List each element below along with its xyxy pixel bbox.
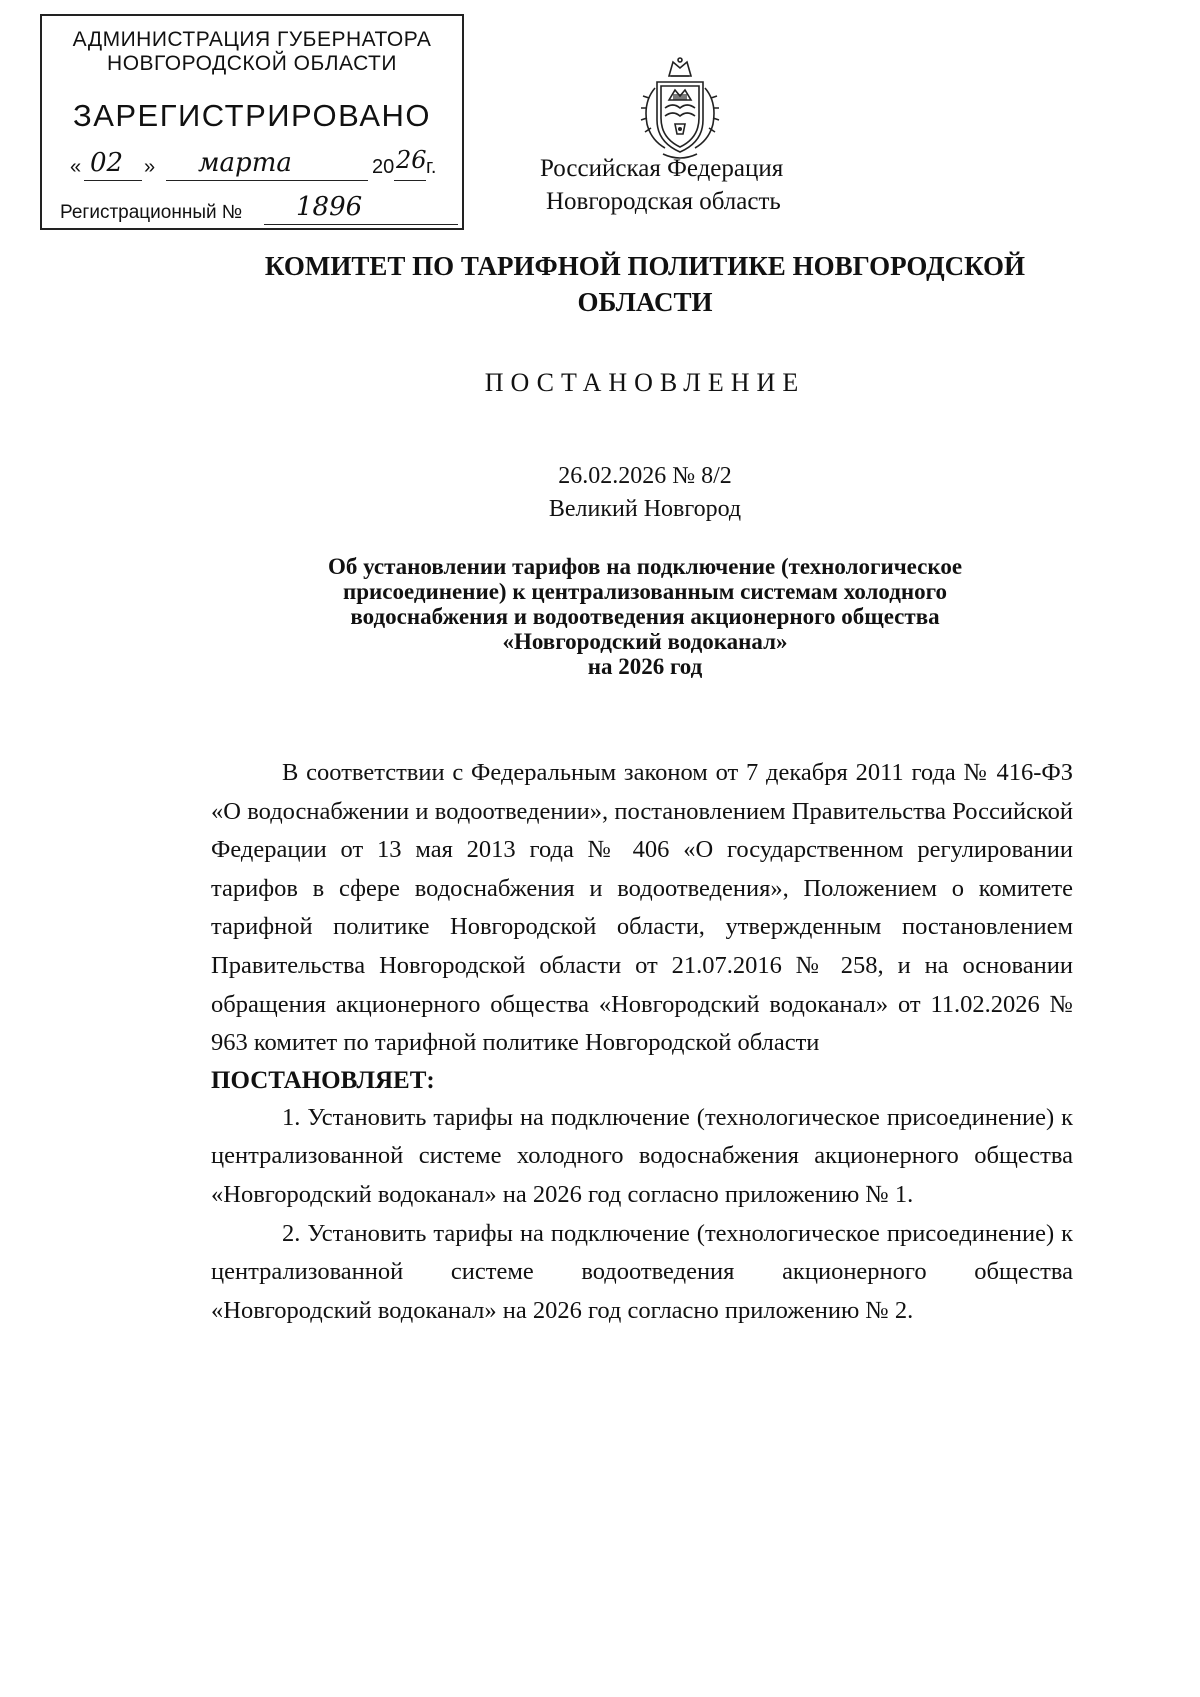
subject-line: Об установлении тарифов на подключение (технологическое: [327, 554, 963, 579]
stamp-year-suffix: 26: [396, 146, 427, 174]
document-body: [211, 754, 1073, 1330]
stamp-date-row: « 02 » марта 20 26 г.: [70, 148, 458, 188]
preamble-paragraph: В соответствии с Федеральным законом от 7 декабря 2011 года № 416-ФЗ «О водоснабжении и водоотведении», постановлением Правительства Российской Федерации от 13 мая 2013 года № 406 «О государственном регулировании тарифов в сфере водоснабжения и водоотведения», Положением о комитете тарифной политике Новгородской области, утвержденным постановлением Правительства Новгородской области от 21.07.2016 № 258, и на основании обращения акционерного общества «Новгородский водоканал» от 11.02.2026 № 963 комитет по тарифной политике Новгородской области: [211, 759, 1073, 1057]
document-type: ПОСТАНОВЛЕНИЕ: [484, 368, 806, 397]
subject-line: присоединение) к централизованным системам холодного: [342, 579, 948, 604]
country-name: Российская Федерация: [540, 155, 784, 182]
subject-line: «Новгородский водоканал»: [502, 629, 788, 654]
region-block: [540, 152, 840, 218]
stamp-line-region: НОВГОРОДСКОЙ ОБЛАСТИ: [107, 52, 397, 75]
resolution-item-1: 1. Установить тарифы на подключение (технологическое присоединение) к централизованной системе холодного водоснабжения акционерного общества «Новгородский водоканал» на 2026 год согласно приложению № 1.: [211, 1103, 1073, 1208]
stamp-reg-number: 1896: [296, 192, 363, 222]
stamp-line-administration: АДМИНИСТРАЦИЯ ГУБЕРНАТОРА: [72, 28, 432, 51]
document-city: Великий Новгород: [548, 496, 742, 522]
resolve-heading: ПОСТАНОВЛЯЕТ:: [211, 1066, 435, 1094]
document-date-number: 26.02.2026 № 8/2: [558, 463, 732, 489]
stamp-year-underline: [394, 180, 426, 181]
stamp-month: марта: [198, 148, 292, 178]
registration-stamp: [40, 14, 464, 230]
document-subject: [220, 554, 1070, 679]
subject-line: на 2026 год: [587, 654, 703, 679]
stamp-day: 02: [90, 148, 124, 178]
resolution-item-2: 2. Установить тарифы на подключение (технологическое присоединение) к централизованной системе водоотведения акционерного общества «Новгородский водоканал» на 2026 год согласно приложению № 2.: [211, 1219, 1073, 1324]
region-name: Новгородская область: [546, 188, 781, 215]
document-date-block: [200, 460, 1090, 526]
stamp-reg-label: Регистрационный №: [60, 202, 243, 223]
subject-line: водоснабжения и водоотведения акционерного общества: [350, 604, 940, 629]
stamp-reg-row: [60, 192, 460, 226]
committee-title: КОМИТЕТ ПО ТАРИФНОЙ ПОЛИТИКЕ НОВГОРОДСКОЙ ОБЛАСТИ: [264, 251, 1026, 317]
coat-of-arms-icon: [635, 54, 725, 164]
stamp-registered: ЗАРЕГИСТРИРОВАНО: [72, 98, 431, 133]
stamp-year-prefix: 20: [372, 156, 395, 178]
stamp-reg-underline: [264, 224, 458, 225]
stamp-month-underline: [166, 180, 368, 181]
stamp-year-end: г.: [426, 156, 437, 178]
stamp-day-underline: [84, 180, 142, 181]
